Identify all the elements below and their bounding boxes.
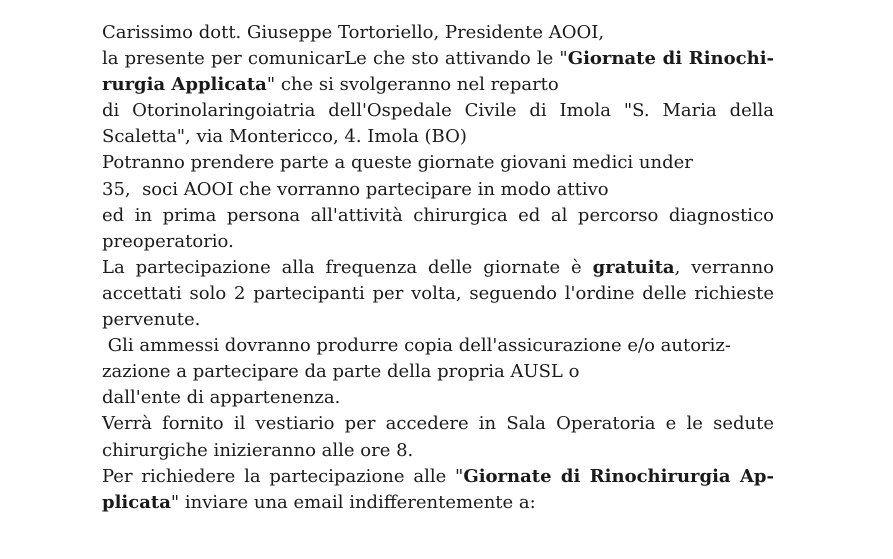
salutation: Carissimo dott. Giuseppe Tortoriello, Presidente AOOI, bbox=[102, 22, 605, 43]
paragraph-2-line-4: preoperatorio. bbox=[102, 230, 234, 252]
paragraph-6-line-2 bbox=[102, 490, 774, 516]
text-segment: " inviare una email indifferentemente a: bbox=[170, 491, 536, 513]
paragraph-3-line-2: accettati solo 2 partecipanti per volta, seguendo l'ordine delle richieste bbox=[102, 282, 774, 304]
paragraph-2-line-1: Potranno prendere parte a queste giornate giovani medici under bbox=[102, 152, 693, 174]
event-name-bold: plicata bbox=[102, 491, 171, 513]
text-segment: " che si svolgeranno nel reparto bbox=[266, 74, 559, 96]
text-segment: la presente per comunicarLe che sto attivando le " bbox=[102, 48, 568, 70]
event-name-bold: Giornate di Rinochirurgia Ap- bbox=[463, 465, 774, 487]
paragraph-3-line-3: pervenute. bbox=[102, 309, 201, 331]
paragraph-4-line-3: dall'ente di appartenenza. bbox=[102, 387, 341, 409]
free-label-bold: gratuita bbox=[592, 256, 675, 278]
paragraph-3-line-1 bbox=[102, 255, 774, 281]
letter-body bbox=[102, 20, 774, 516]
paragraph-1-line-2 bbox=[102, 72, 774, 98]
paragraph-5-line-1: Verrà fornito il vestiario per accedere in Sala Operatoria e le sedute bbox=[102, 413, 774, 435]
event-name-bold: Giornate di Rinochi- bbox=[567, 48, 774, 70]
paragraph-6-line-1 bbox=[102, 464, 774, 490]
text-segment: , verranno bbox=[674, 256, 774, 278]
paragraph-4-line-2: zazione a partecipare da parte della propria AUSL o bbox=[102, 361, 580, 383]
paragraph-4-line-1: Gli ammessi dovranno produrre copia dell'assicurazione e/o autoriz- bbox=[102, 335, 731, 357]
text-segment: Per richiedere la partecipazione alle " bbox=[102, 465, 464, 487]
paragraph-1-line-1 bbox=[102, 46, 774, 72]
paragraph-2-line-3: ed in prima persona all'attività chirurgica ed al percorso diagnostico bbox=[102, 204, 774, 226]
paragraph-2-line-2: 35, soci AOOI che vorranno partecipare in modo attivo bbox=[102, 178, 609, 200]
text-segment: La partecipazione alla frequenza delle giornate è bbox=[102, 256, 593, 278]
paragraph-1-line-3: di Otorinolaringoiatria dell'Ospedale Civile di Imola "S. Maria della bbox=[102, 100, 774, 122]
event-name-bold: rurgia Applicata bbox=[102, 74, 267, 96]
paragraph-5-line-2: chirurgiche inizieranno alle ore 8. bbox=[102, 439, 414, 461]
paragraph-1-line-4: Scaletta", via Montericco, 4. Imola (BO) bbox=[102, 126, 467, 148]
